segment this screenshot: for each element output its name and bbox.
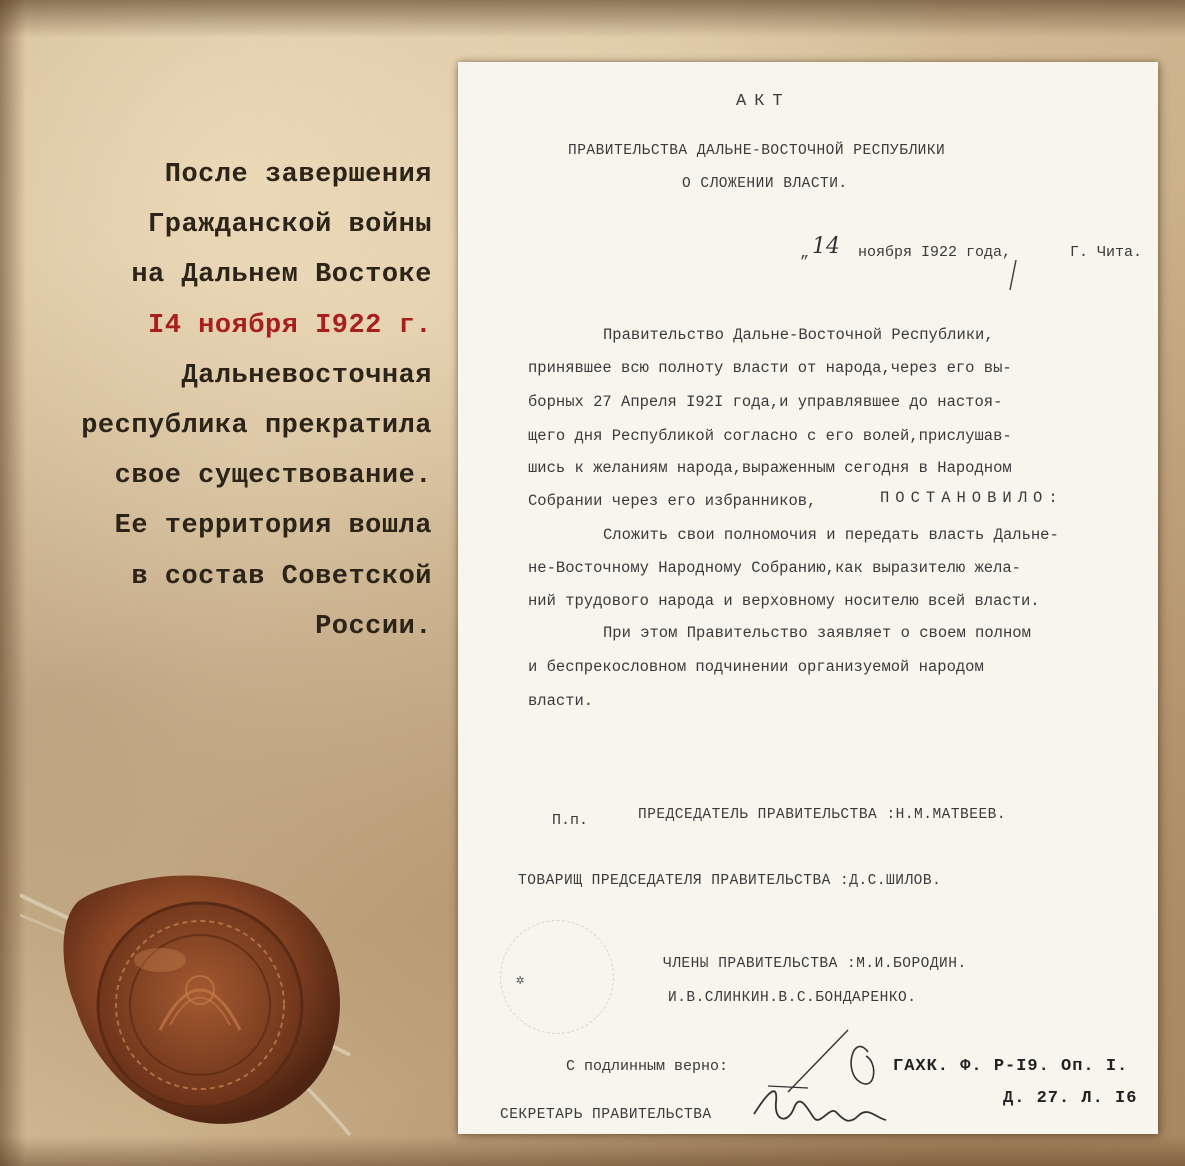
body-line: Сложить свои полномочия и передать власть Дальне-	[603, 526, 1059, 544]
wax-seal-image	[20, 855, 360, 1155]
document-subtitle-2: О СЛОЖЕНИИ ВЛАСТИ.	[682, 176, 848, 192]
signature-members-1: ЧЛЕНЫ ПРАВИТЕЛЬСТВА :М.И.БОРОДИН.	[663, 956, 967, 972]
archive-reference-1: ГАХК. Ф. Р-I9. Оп. I.	[893, 1057, 1129, 1076]
body-line: и беспрекословном подчинении организуемой народом	[528, 658, 984, 676]
archive-reference-2: Д. 27. Л. I6	[1003, 1089, 1138, 1108]
asterisk-mark-icon: ✲	[516, 973, 525, 989]
caption-line: Дальневосточная	[181, 360, 432, 391]
caption-line: свое существование.	[114, 461, 432, 492]
paper-edge-top	[0, 0, 1185, 38]
signature-deputy: ТОВАРИЩ ПРЕДСЕДАТЕЛЯ ПРАВИТЕЛЬСТВА :Д.С.ШИЛОВ.	[518, 873, 942, 889]
body-line: шись к желаниям народа,выраженным сегодня в Народном	[528, 459, 1012, 477]
resolved-heading: ПОСТАНОВИЛО:	[880, 489, 1064, 507]
caption-line: Ее территория вошла	[114, 511, 432, 542]
date-day-handwritten: 14	[812, 234, 840, 259]
certified-label: С подлинным верно:	[566, 1058, 729, 1075]
signature-chairman: ПРЕДСЕДАТЕЛЬ ПРАВИТЕЛЬСТВА :Н.М.МАТВЕЕВ.	[638, 807, 1007, 823]
body-line: ний трудового народа и верховному носителю всей власти.	[528, 592, 1040, 610]
body-line: власти.	[528, 692, 594, 710]
body-line: борных 27 Апреля I92I года,и управлявшее до настоя-	[528, 393, 1003, 411]
document-sheet	[458, 62, 1158, 1134]
caption-line: Гражданской войны	[148, 210, 432, 241]
caption-line: на Дальнем Востоке	[131, 260, 432, 291]
caption-line: республика прекратила	[81, 411, 432, 442]
document-subtitle-1: ПРАВИТЕЛЬСТВА ДАЛЬНЕ-ВОСТОЧНОЙ РЕСПУБЛИКИ	[568, 143, 946, 159]
document-place: Г. Чита.	[1070, 244, 1143, 261]
historical-caption	[40, 150, 432, 652]
caption-line: в состав Советской	[131, 561, 432, 592]
body-line: Правительство Дальне-Восточной Республики,	[603, 326, 994, 344]
body-line: принявшее всю полноту власти от народа,через его вы-	[528, 359, 1012, 377]
secretary-label: СЕКРЕТАРЬ ПРАВИТЕЛЬСТВА	[500, 1107, 712, 1123]
ink-mark-icon	[998, 258, 1028, 292]
date-open-quote: „	[800, 245, 810, 262]
caption-line: России.	[315, 611, 432, 642]
secretary-signature-icon	[748, 1022, 908, 1132]
caption-line: После завершения	[164, 160, 432, 190]
body-line: щего дня Республикой согласно с его волей,прислушав-	[528, 427, 1012, 445]
caption-date: I4 ноября I922 г.	[148, 310, 432, 341]
document-title: АКТ	[736, 92, 791, 111]
signature-members-2: И.В.СЛИНКИН.В.С.БОНДАРЕНКО.	[668, 990, 917, 1006]
document-date: ноября I922 года,	[858, 244, 1012, 261]
body-line: При этом Правительство заявляет о своем полном	[603, 624, 1031, 642]
body-line: Собрании через его избранников,	[528, 492, 817, 510]
body-line: не-Восточному Народному Собранию,как выразителю жела-	[528, 559, 1021, 577]
pp-label: П.п.	[552, 812, 589, 829]
